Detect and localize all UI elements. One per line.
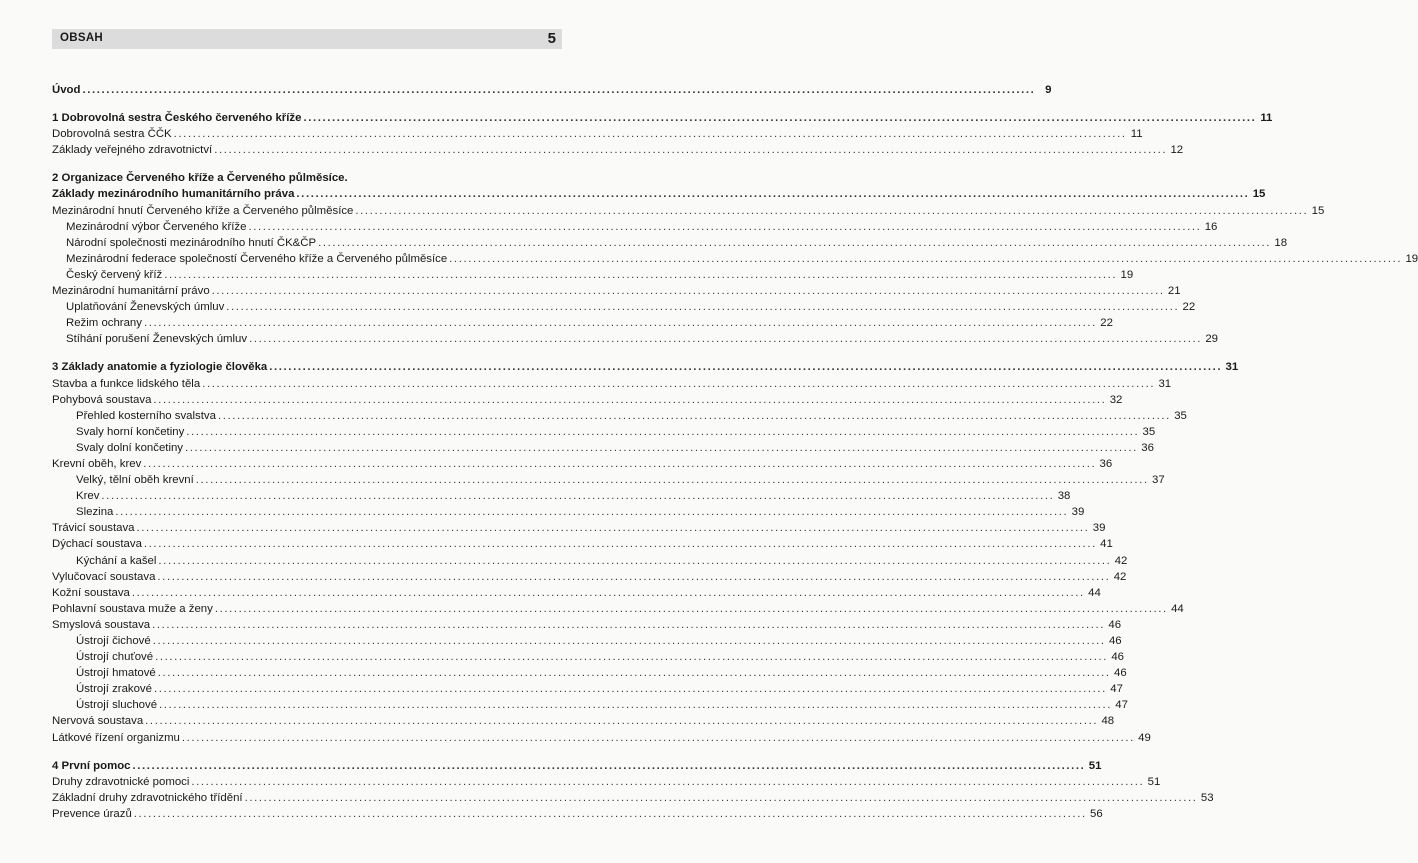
toc-entry[interactable] [52, 110, 1273, 126]
toc-entry-page: 46 [1114, 667, 1127, 680]
dot-leader: ........................................................................................................................................................................................................ [186, 425, 1140, 438]
dot-leader: ........................................................................................................................................................................................................ [143, 538, 1097, 551]
dot-leader: ........................................................................................................................................................................................................ [296, 188, 1250, 201]
toc-entry-page: 22 [1182, 301, 1196, 314]
header-title: OBSAH [60, 32, 104, 44]
toc-entry-title: 4 První pomoc [52, 759, 131, 772]
toc-entry[interactable] [52, 697, 1128, 713]
dot-leader: ........................................................................................................................................................................................................ [131, 586, 1085, 599]
toc-entry-title: Krev [76, 490, 100, 503]
toc-entry-page: 22 [1100, 317, 1113, 330]
toc-entry[interactable] [52, 392, 1123, 408]
toc-entry-title: Slezina [76, 506, 114, 519]
toc-entry-page: 16 [1204, 220, 1218, 233]
dot-leader: ........................................................................................................................................................................................................ [164, 268, 1118, 281]
toc-entry-title: 3 Základy anatomie a fyziologie člověka [52, 361, 268, 374]
toc-entry[interactable] [52, 251, 1418, 267]
toc-entry-title: Národní společnosti mezinárodního hnutí ČK&ČP [66, 236, 317, 249]
dot-leader: ........................................................................................................................................................................................................ [133, 807, 1087, 820]
toc-entry[interactable] [52, 82, 1052, 98]
toc-entry[interactable] [52, 267, 1134, 283]
toc-entry-title: Látkové řízení organizmu [52, 731, 180, 744]
dot-leader: ........................................................................................................................................................................................................ [157, 667, 1111, 680]
toc-entry[interactable] [52, 617, 1122, 633]
toc-entry-page: 32 [1109, 393, 1123, 406]
toc-entry-page: 47 [1115, 699, 1128, 712]
toc-entry-title: Pohlavní soustava muže a ženy [52, 602, 213, 615]
toc-entry-title: Kýchání a kašel [76, 554, 157, 567]
toc-entry-title: Kožní soustava [52, 586, 130, 599]
toc-entry-page: 42 [1114, 554, 1128, 567]
toc-entry-title: Ústrojí zrakové [76, 683, 152, 696]
toc-entry-page: 15 [1252, 188, 1266, 201]
toc-entry-page: 44 [1088, 586, 1101, 599]
toc-entry-page: 56 [1090, 807, 1103, 820]
toc-entry[interactable] [52, 520, 1106, 536]
dot-leader: ........................................................................................................................................................................................................ [318, 236, 1272, 249]
toc-entry[interactable] [52, 553, 1128, 569]
dot-leader: ........................................................................................................................................................................................................ [159, 699, 1112, 712]
table-of-contents [52, 82, 1418, 822]
toc-entry[interactable] [52, 536, 1113, 552]
dot-leader: ........................................................................................................................................................................................................ [355, 204, 1309, 217]
toc-entry-page: 18 [1274, 236, 1288, 249]
toc-entry[interactable] [52, 424, 1156, 440]
toc-entry[interactable] [52, 601, 1184, 617]
toc-entry[interactable] [52, 203, 1325, 219]
toc-entry[interactable] [52, 376, 1172, 392]
toc-entry-page: 35 [1174, 409, 1187, 422]
toc-entry-page: 53 [1200, 791, 1214, 804]
dot-leader: ........................................................................................................................................................................................................ [153, 393, 1107, 406]
toc-entry-title: Uplatňování Ženevských úmluv [66, 301, 225, 314]
dot-leader: ........................................................................................................................................................................................................ [214, 602, 1168, 615]
toc-entry[interactable] [52, 456, 1113, 472]
toc-entry[interactable] [52, 585, 1101, 601]
toc-entry-page: 38 [1057, 490, 1071, 503]
toc-entry[interactable] [52, 299, 1196, 315]
dot-leader: ........................................................................................................................................................................................................ [211, 285, 1165, 298]
toc-entry[interactable] [52, 488, 1071, 504]
toc-entry[interactable] [52, 504, 1085, 520]
toc-entry-page: 12 [1170, 144, 1184, 157]
toc-entry-title: Mezinárodní výbor Červeného kříže [66, 220, 247, 233]
dot-leader: ........................................................................................................................................................................................................ [191, 775, 1145, 788]
toc-entry-title: Trávicí soustava [52, 522, 135, 535]
toc-entry-page: 31 [1225, 361, 1239, 374]
dot-leader: ........................................................................................................................................................................................................ [449, 252, 1403, 265]
toc-entry[interactable] [52, 315, 1113, 331]
dot-leader: ........................................................................................................................................................................................................ [173, 128, 1127, 141]
toc-entry-title: 1 Dobrovolná sestra Českého červeného kříže [52, 112, 302, 125]
dot-leader: ........................................................................................................................................................................................................ [143, 317, 1097, 330]
toc-entry[interactable] [52, 774, 1161, 790]
toc-entry-page: 19 [1405, 252, 1418, 265]
dot-leader: ........................................................................................................................................................................................................ [202, 377, 1156, 390]
toc-entry-title: Svaly dolní končetiny [76, 441, 184, 454]
toc-entry[interactable] [52, 331, 1219, 347]
toc-entry-page: 19 [1120, 268, 1134, 281]
dot-leader: ........................................................................................................................................................................................................ [226, 301, 1180, 314]
toc-entry-title: Úvod [52, 84, 81, 96]
toc-entry-title: Český červený kříž [66, 268, 163, 281]
toc-entry[interactable] [52, 790, 1214, 806]
toc-entry-title: Dýchací soustava [52, 538, 142, 551]
toc-entry-page: 49 [1138, 731, 1151, 744]
toc-entry-title: Mezinárodní humanitární právo [52, 285, 210, 298]
toc-entry-page: 37 [1152, 474, 1165, 487]
toc-entry-title: Mezinárodní hnutí Červeného kříže a Červeného půlměsíce [52, 204, 354, 217]
dot-leader: ........................................................................................................................................................................................................ [214, 144, 1168, 157]
dot-leader: ........................................................................................................................................................................................................ [152, 635, 1106, 647]
toc-entry-page: 46 [1108, 618, 1122, 631]
toc-entry[interactable] [52, 758, 1102, 774]
toc-entry-title: Druhy zdravotnické pomoci [52, 775, 190, 788]
toc-entry-title: Mezinárodní federace společností Červeného kříže a Červeného půlměsíce [66, 252, 448, 265]
section-gap [52, 158, 556, 170]
toc-entry[interactable] [52, 440, 1154, 456]
toc-entry[interactable] [52, 472, 1165, 488]
toc-entry-title: Ústrojí hmatové [76, 667, 156, 680]
dot-leader: ........................................................................................................................................................................................................ [181, 731, 1135, 744]
toc-entry[interactable] [52, 806, 1103, 822]
toc-entry-page: 11 [1130, 128, 1143, 141]
toc-entry[interactable] [52, 283, 1181, 299]
toc-entry-title: Stíhání porušení Ženevských úmluv [66, 333, 248, 346]
toc-entry-title: Přehled kosterního svalstva [76, 409, 216, 422]
toc-entry-title: Svaly horní končetiny [76, 425, 185, 438]
toc-entry-title: Pohybová soustava [52, 393, 152, 406]
toc-entry-title: Nervová soustava [52, 715, 144, 728]
page-header [52, 29, 562, 49]
toc-entry-title: Dobrovolná sestra ČČK [52, 128, 172, 141]
dot-leader: ........................................................................................................................................................................................................ [195, 474, 1149, 487]
page-number: 5 [547, 30, 556, 47]
toc-entry[interactable] [52, 170, 556, 186]
section-gap [52, 746, 556, 758]
dot-leader: ........................................................................................................................................................................................................ [145, 715, 1099, 728]
toc-entry-page: 36 [1099, 457, 1113, 470]
dot-leader: ........................................................................................................................................................................................................ [303, 112, 1257, 125]
toc-entry-page: 46 [1108, 635, 1122, 647]
dot-leader: ........................................................................................................................................................................................................ [115, 506, 1069, 519]
toc-entry-title: Ústrojí sluchové [76, 699, 158, 712]
dot-leader: ........................................................................................................................................................................................................ [153, 683, 1107, 696]
toc-entry-title: Ústrojí čichové [76, 635, 151, 647]
toc-entry-page: 44 [1171, 602, 1184, 615]
toc-entry-page: 51 [1147, 775, 1161, 788]
toc-entry[interactable] [52, 569, 1127, 585]
toc-entry-page: 51 [1088, 759, 1102, 772]
toc-entry[interactable] [52, 730, 1151, 746]
toc-entry-page: 41 [1100, 538, 1113, 551]
toc-entry-title: Ústrojí chuťové [76, 651, 154, 664]
toc-entry[interactable] [52, 665, 1127, 681]
toc-entry-title: Vylučovací soustava [52, 570, 156, 583]
dot-leader: ........................................................................................................................................................................................................ [157, 570, 1111, 583]
toc-entry-page: 9 [1045, 84, 1052, 96]
dot-leader: ........................................................................................................................................................................................................ [152, 618, 1106, 631]
toc-entry[interactable] [52, 142, 1184, 158]
toc-entry-page: 39 [1092, 522, 1106, 535]
toc-entry[interactable] [52, 681, 1123, 697]
toc-entry-title: Prevence úrazů [52, 807, 132, 820]
toc-entry[interactable] [52, 126, 1143, 142]
dot-leader: ........................................................................................................................................................................................................ [244, 791, 1198, 804]
dot-leader: ........................................................................................................................................................................................................ [249, 333, 1203, 346]
toc-entry-page: 39 [1071, 506, 1085, 519]
toc-entry-title: Stavba a funkce lidského těla [52, 377, 201, 390]
toc-entry-title: Krevní oběh, krev [52, 457, 142, 470]
dot-leader: ........................................................................................................................................................................................................ [155, 651, 1109, 664]
toc-entry[interactable] [52, 408, 1187, 424]
toc-entry-page: 29 [1205, 333, 1219, 346]
toc-entry[interactable] [52, 633, 1122, 649]
toc-entry-page: 47 [1110, 683, 1123, 696]
toc-entry-title: Základy mezinárodního humanitárního práva [52, 188, 295, 201]
dot-leader: ........................................................................................................................................................................................................ [82, 84, 1036, 96]
toc-entry-title: Smyslová soustava [52, 618, 151, 631]
toc-entry[interactable] [52, 235, 1288, 251]
toc-entry[interactable] [52, 713, 1115, 729]
toc-entry-title: Základy veřejného zdravotnictví [52, 144, 213, 157]
dot-leader: ........................................................................................................................................................................................................ [132, 759, 1086, 772]
toc-entry-title: Základní druhy zdravotnického třídění [52, 791, 243, 804]
toc-entry-page: 46 [1111, 651, 1125, 664]
toc-entry-title: 2 Organizace Červeného kříže a Červeného půlměsíce. [52, 172, 348, 185]
dot-leader: ........................................................................................................................................................................................................ [269, 361, 1223, 374]
dot-leader: ........................................................................................................................................................................................................ [101, 490, 1055, 503]
toc-entry[interactable] [52, 219, 1218, 235]
toc-entry-page: 35 [1142, 425, 1156, 438]
toc-entry[interactable] [52, 359, 1239, 375]
toc-entry[interactable] [52, 186, 1266, 202]
dot-leader: ........................................................................................................................................................................................................ [217, 409, 1171, 422]
dot-leader: ........................................................................................................................................................................................................ [248, 220, 1202, 233]
dot-leader: ........................................................................................................................................................................................................ [158, 554, 1112, 567]
dot-leader: ........................................................................................................................................................................................................ [136, 522, 1090, 535]
toc-entry-title: Režim ochrany [66, 317, 142, 330]
toc-entry-page: 48 [1101, 715, 1115, 728]
toc-entry-page: 21 [1167, 285, 1181, 298]
toc-entry-page: 11 [1260, 112, 1273, 125]
toc-entry-page: 15 [1311, 204, 1325, 217]
toc-entry-page: 36 [1141, 441, 1154, 454]
dot-leader: ........................................................................................................................................................................................................ [185, 441, 1138, 454]
toc-entry-page: 31 [1158, 377, 1172, 390]
section-gap [52, 98, 556, 110]
dot-leader: ........................................................................................................................................................................................................ [143, 457, 1097, 470]
section-gap [52, 347, 556, 359]
toc-entry-page: 42 [1113, 570, 1127, 583]
toc-entry[interactable] [52, 649, 1125, 665]
toc-entry-title: Velký, tělní oběh krevní [76, 474, 194, 487]
